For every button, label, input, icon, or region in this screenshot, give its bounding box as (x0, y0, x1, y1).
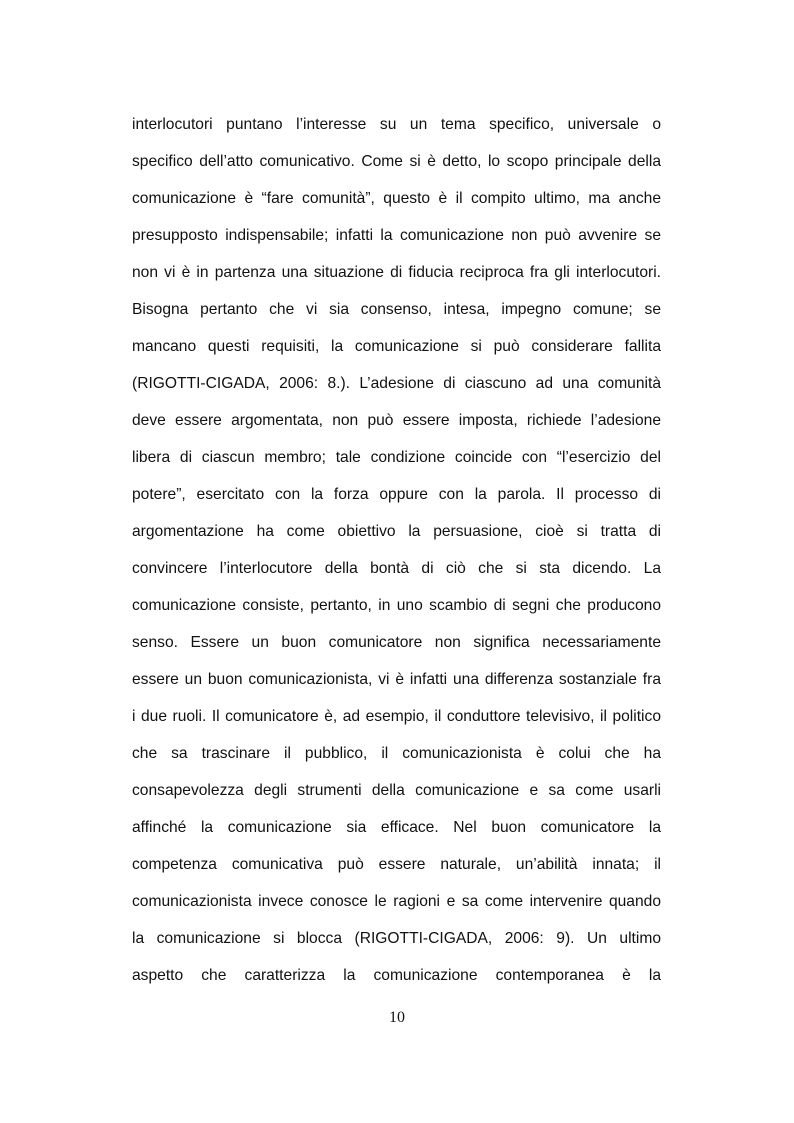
text-line-1: interlocutori puntano l’interesse su un tema specifico, universale o (132, 116, 661, 133)
text-line-9: deve essere argomentata, non può essere imposta, richiede l’adesione (132, 412, 661, 429)
text-line-16: essere un buon comunicazionista, vi è infatti una differenza sostanziale fra (132, 671, 661, 688)
text-line-2: specifico dell’atto comunicativo. Come si è detto, lo scopo principale della (132, 153, 661, 170)
text-line-7: mancano questi requisiti, la comunicazione si può considerare fallita (132, 338, 661, 355)
text-line-19: consapevolezza degli strumenti della comunicazione e sa come usarli (132, 782, 661, 799)
text-line-4: presupposto indispensabile; infatti la comunicazione non può avvenire se (132, 227, 661, 244)
text-line-21: competenza comunicativa può essere naturale, un’abilità innata; il (132, 856, 661, 873)
text-line-15: senso. Essere un buon comunicatore non significa necessariamente (132, 634, 661, 651)
text-line-13: convincere l’interlocutore della bontà di ciò che si sta dicendo. La (132, 560, 661, 577)
text-line-20: affinché la comunicazione sia efficace. Nel buon comunicatore la (132, 819, 661, 836)
text-line-14: comunicazione consiste, pertanto, in uno scambio di segni che producono (132, 597, 661, 614)
text-line-22: comunicazionista invece conosce le ragioni e sa come intervenire quando (132, 893, 661, 910)
text-line-5: non vi è in partenza una situazione di fiducia reciproca fra gli interlocutori. (132, 264, 661, 281)
text-line-17: i due ruoli. Il comunicatore è, ad esempio, il conduttore televisivo, il politico (132, 708, 661, 725)
text-line-24: aspetto che caratterizza la comunicazione contemporanea è la (132, 967, 661, 984)
text-line-10: libera di ciascun membro; tale condizione coincide con “l’esercizio del (132, 449, 661, 466)
text-line-11: potere”, esercitato con la forza oppure con la parola. Il processo di (132, 486, 661, 503)
text-line-23: la comunicazione si blocca (RIGOTTI-CIGADA, 2006: 9). Un ultimo (132, 930, 661, 947)
text-line-8: (RIGOTTI-CIGADA, 2006: 8.). L’adesione di ciascuno ad una comunità (132, 375, 661, 392)
text-line-18: che sa trascinare il pubblico, il comunicazionista è colui che ha (132, 745, 661, 762)
page-number: 10 (389, 1009, 405, 1026)
text-line-3: comunicazione è “fare comunità”, questo è il compito ultimo, ma anche (132, 190, 661, 207)
text-line-6: Bisogna pertanto che vi sia consenso, intesa, impegno comune; se (132, 301, 661, 318)
text-line-12: argomentazione ha come obiettivo la persuasione, cioè si tratta di (132, 523, 661, 540)
body-paragraph (132, 113, 661, 1001)
